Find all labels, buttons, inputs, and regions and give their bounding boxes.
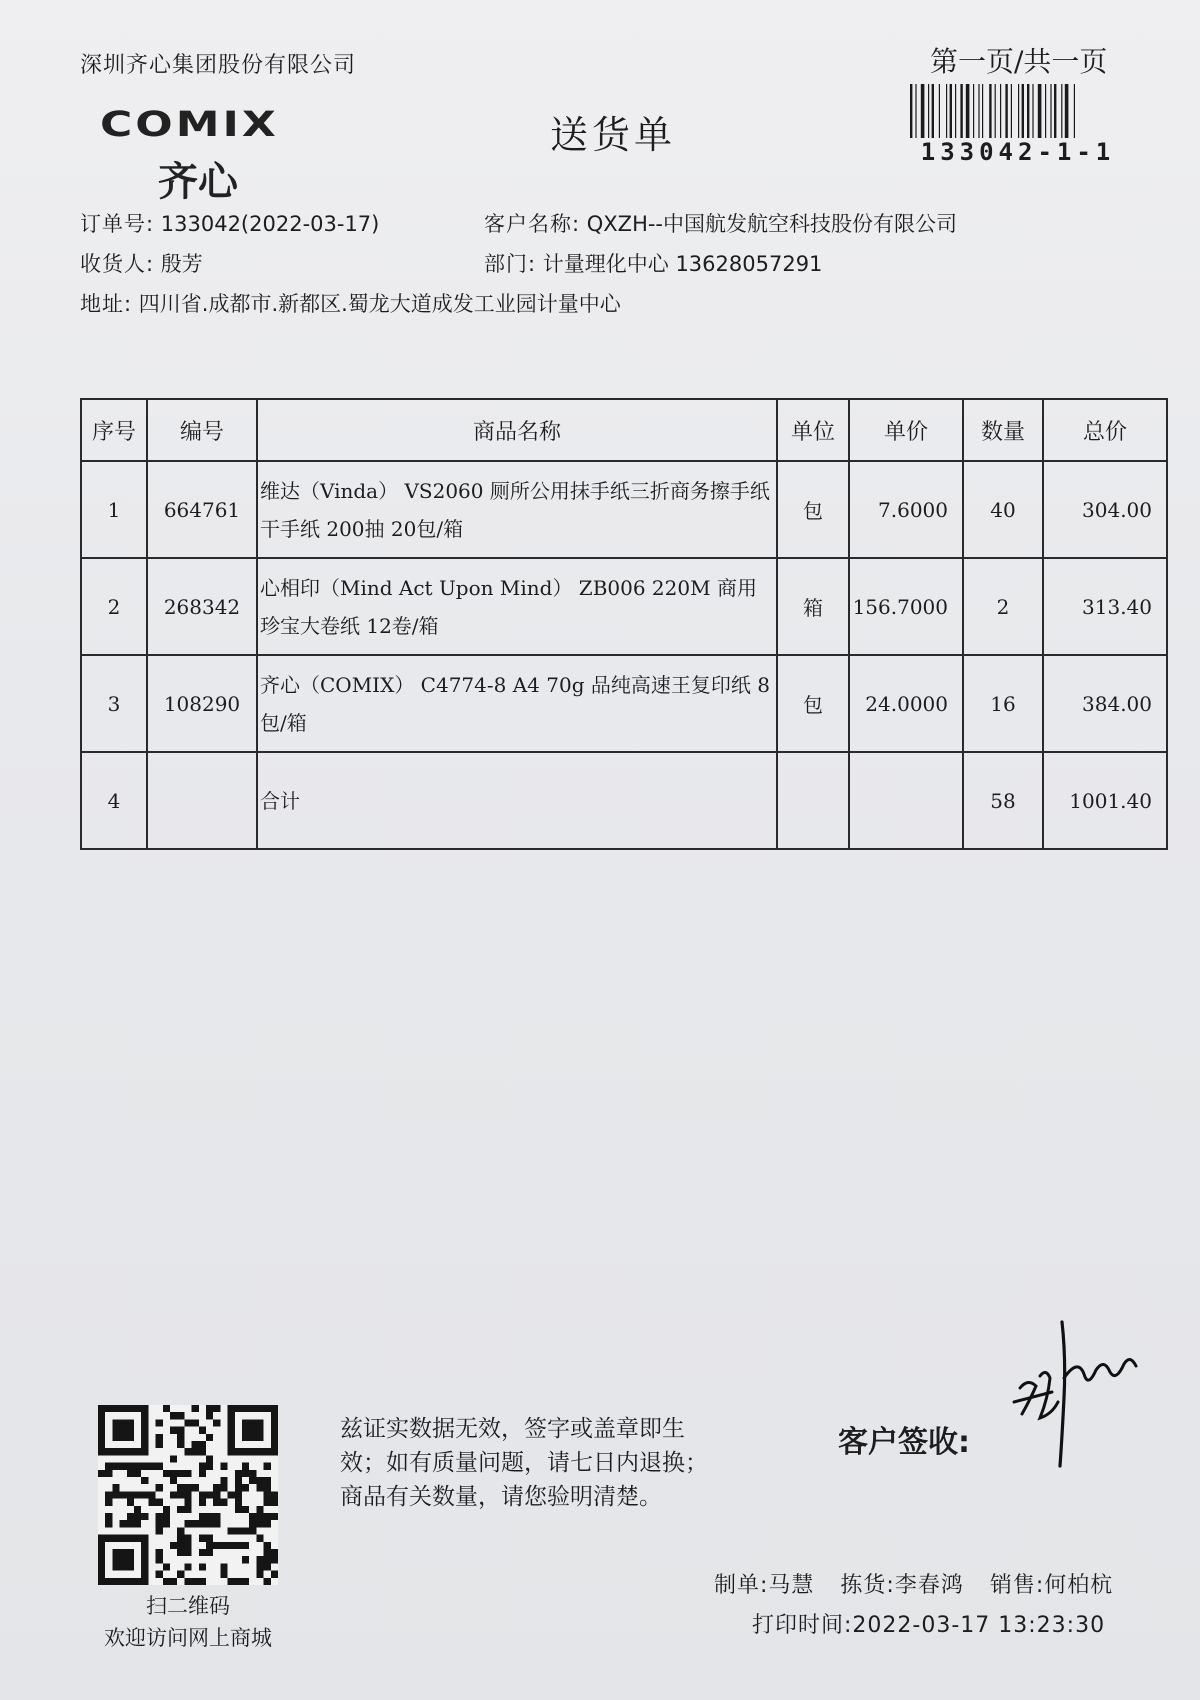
table-row xyxy=(81,558,1167,655)
salesperson: 销售:何柏杭 xyxy=(989,1573,1114,1598)
cell-seq: 3 xyxy=(81,655,147,752)
staff-info xyxy=(714,1568,1113,1599)
cell-code: 664761 xyxy=(147,461,257,558)
cell-unit xyxy=(777,752,849,849)
qr-caption-line-1: 扫二维码 xyxy=(146,1594,230,1618)
cell-seq: 1 xyxy=(81,461,147,558)
order-number xyxy=(80,208,379,238)
notice-text xyxy=(340,1412,760,1514)
customer-name-value: QXZH--中国航发航空科技股份有限公司 xyxy=(586,212,958,236)
customer-name xyxy=(484,208,957,238)
maker: 制单:马慧 xyxy=(714,1573,815,1598)
cell-unit: 箱 xyxy=(777,558,849,655)
cell-qty: 58 xyxy=(963,752,1043,849)
picker: 拣货:李春鸿 xyxy=(840,1573,964,1598)
order-number-label: 订单号: xyxy=(80,212,155,236)
col-header-price: 单价 xyxy=(849,399,963,461)
notice-line-2: 效；如有质量问题，请七日内退换； xyxy=(340,1450,708,1476)
department xyxy=(484,248,822,278)
receiver-label: 收货人: xyxy=(80,252,155,276)
receiver xyxy=(80,248,203,278)
cell-code xyxy=(147,752,257,849)
cell-seq: 2 xyxy=(81,558,147,655)
col-header-code: 编号 xyxy=(147,399,257,461)
customer-name-label: 客户名称: xyxy=(484,212,581,236)
table-row-total xyxy=(81,752,1167,849)
col-header-total: 总价 xyxy=(1043,399,1167,461)
address-label: 地址: xyxy=(80,292,133,316)
page-indicator: 第一页/共一页 xyxy=(930,45,1108,78)
cell-unit: 包 xyxy=(777,655,849,752)
cell-price xyxy=(849,752,963,849)
col-header-name: 商品名称 xyxy=(257,399,777,461)
col-header-seq: 序号 xyxy=(81,399,147,461)
document-title: 送货单 xyxy=(550,113,677,157)
qr-code xyxy=(98,1405,278,1585)
cell-name: 心相印（Mind Act Upon Mind） ZB006 220M 商用珍宝大卷纸 12卷/箱 xyxy=(257,558,777,655)
department-value: 计量理化中心 13628057291 xyxy=(542,252,823,276)
col-header-qty: 数量 xyxy=(963,399,1043,461)
barcode-number: 133042-1-1 xyxy=(920,138,1116,166)
notice-line-3: 商品有关数量，请您验明清楚。 xyxy=(340,1484,662,1510)
logo-latin-text: COMIX xyxy=(100,104,279,145)
cell-name: 维达（Vinda） VS2060 厕所公用抹手纸三折商务擦手纸干手纸 200抽 20包/箱 xyxy=(257,461,777,558)
table-header-row xyxy=(81,399,1167,461)
items-table xyxy=(80,398,1168,850)
receiver-value: 殷芳 xyxy=(160,252,203,276)
address-value: 四川省.成都市.新都区.蜀龙大道成发工业园计量中心 xyxy=(138,292,621,316)
cell-qty: 16 xyxy=(963,655,1043,752)
department-label: 部门: xyxy=(484,252,537,276)
table-row xyxy=(81,655,1167,752)
print-time: 打印时间:2022-03-17 13:23:30 xyxy=(752,1613,1106,1638)
cell-price: 24.0000 xyxy=(849,655,963,752)
address xyxy=(80,288,621,318)
table-row xyxy=(81,461,1167,558)
cell-qty: 2 xyxy=(963,558,1043,655)
company-name: 深圳齐心集团股份有限公司 xyxy=(80,53,357,78)
logo-chinese-text: 齐心 xyxy=(158,159,238,205)
customer-signature xyxy=(1000,1318,1140,1468)
cell-name: 齐心（COMIX） C4774-8 A4 70g 品纯高速王复印纸 8包/箱 xyxy=(257,655,777,752)
cell-total: 384.00 xyxy=(1043,655,1167,752)
comix-logo xyxy=(100,104,330,205)
notice-line-1: 兹证实数据无效，签字或盖章即生 xyxy=(340,1416,685,1442)
cell-name: 合计 xyxy=(257,752,777,849)
cell-total: 304.00 xyxy=(1043,461,1167,558)
qr-caption xyxy=(80,1590,296,1654)
customer-sign-label: 客户签收: xyxy=(838,1425,970,1460)
cell-total: 313.40 xyxy=(1043,558,1167,655)
barcode xyxy=(908,84,1126,138)
qr-caption-line-2: 欢迎访问网上商城 xyxy=(104,1626,272,1650)
cell-qty: 40 xyxy=(963,461,1043,558)
order-number-value: 133042(2022-03-17) xyxy=(160,212,380,236)
cell-price: 156.7000 xyxy=(849,558,963,655)
col-header-unit: 单位 xyxy=(777,399,849,461)
cell-seq: 4 xyxy=(81,752,147,849)
cell-total: 1001.40 xyxy=(1043,752,1167,849)
cell-code: 268342 xyxy=(147,558,257,655)
cell-unit: 包 xyxy=(777,461,849,558)
cell-price: 7.6000 xyxy=(849,461,963,558)
cell-code: 108290 xyxy=(147,655,257,752)
